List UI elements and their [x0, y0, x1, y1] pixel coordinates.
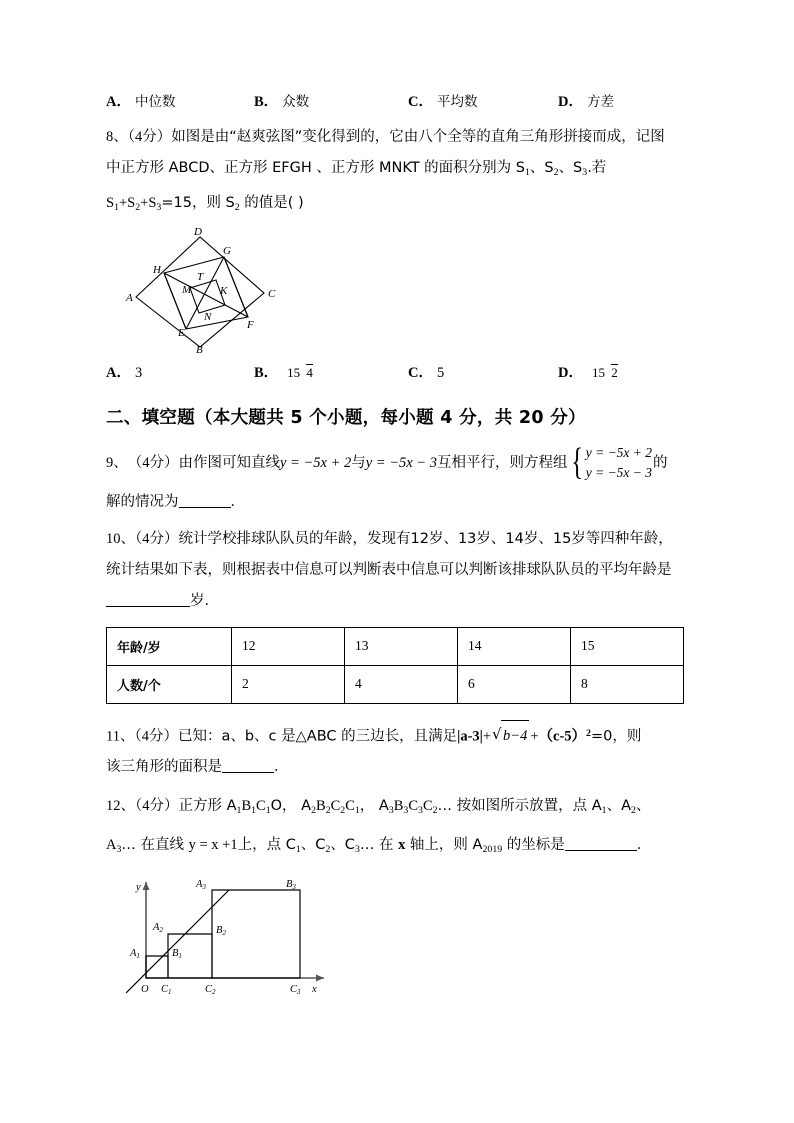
q9-line-2	[106, 487, 688, 518]
q12-sub-c2: 2	[340, 804, 346, 816]
q12-t3: O， A	[270, 797, 312, 814]
q9-equation-1: y = −5x + 2	[280, 454, 352, 471]
q11-abs-expression: |a‑3|	[457, 727, 483, 744]
q8-s2-sub: 2	[135, 201, 141, 213]
q8-choices-row	[106, 359, 688, 387]
q8-option-b[interactable]	[254, 359, 408, 387]
q12-number: 12、	[106, 797, 135, 814]
q12-t4: B	[316, 797, 326, 814]
q12-t9: C	[408, 797, 419, 814]
q12-score: （4分）	[135, 797, 179, 814]
label-C1: C1	[161, 984, 172, 997]
q11-period: ．	[274, 758, 289, 775]
label-C2: C2	[205, 984, 216, 997]
q12-sub-c2b: 2	[432, 804, 438, 816]
table-header-age: 年龄/岁	[107, 627, 232, 665]
q12-l2-b: … 在直线	[121, 836, 189, 853]
q12-t8: B	[393, 797, 404, 814]
label-G: G	[223, 244, 231, 257]
label-B2: B2	[216, 925, 226, 938]
segment-he	[164, 273, 186, 329]
q8-option-d[interactable]	[558, 359, 620, 387]
page-content	[106, 88, 688, 998]
q11-equals-zero: =0，则	[590, 727, 642, 744]
label-N: N	[204, 310, 212, 323]
label-H: H	[153, 263, 161, 276]
q11-radical	[492, 720, 529, 752]
q10-line-3	[106, 586, 688, 617]
q7-option-b-text: 众数	[282, 94, 310, 110]
q12-t10: C	[422, 797, 433, 814]
label-F: F	[247, 318, 254, 331]
label-B3: B3	[286, 879, 296, 892]
q11-plus-2: +	[530, 727, 539, 744]
q7-option-a[interactable]	[106, 88, 254, 116]
q12-l2-h: 的坐标是	[502, 836, 565, 853]
q9-system-eq2: y = −5x − 3	[585, 464, 653, 480]
label-T: T	[197, 270, 204, 283]
q9-answer-blank[interactable]	[179, 507, 231, 508]
q12-t5: C	[330, 797, 341, 814]
q7-option-c-letter: C．	[408, 94, 433, 110]
q12-l2-d: 、C	[300, 836, 326, 853]
q12-sub-pa2: 2	[631, 804, 636, 816]
square-1	[146, 956, 168, 978]
label-B: B	[196, 343, 203, 353]
q10-answer-blank[interactable]	[106, 606, 190, 607]
q10-number: 10、	[106, 530, 135, 547]
table-cell-count-2: 4	[345, 665, 458, 703]
q8-option-b-denominator: 4	[306, 364, 313, 380]
q12-sub-c1: 1	[265, 804, 271, 816]
q8-option-d-denominator: 2	[611, 364, 618, 380]
table-cell-age-2: 13	[345, 627, 458, 665]
q8-option-c-letter: C．	[408, 364, 433, 381]
table-header-count: 人数/个	[107, 665, 232, 703]
label-y-axis: y	[136, 882, 141, 894]
label-A3: A3	[196, 879, 206, 892]
q8-option-d-fraction	[589, 366, 618, 380]
q10-text-line2: 统计结果如下表，则根据表中信息可以判断表中信息可以判断该排球队队员的平均年龄是	[106, 561, 672, 578]
table-cell-count-3: 6	[458, 665, 571, 703]
zhaoshuang-figure	[120, 225, 688, 353]
q7-option-a-letter: A．	[106, 94, 131, 110]
q10-line-1	[106, 524, 688, 555]
q7-option-d[interactable]	[558, 88, 614, 116]
q12-t13: 、	[635, 797, 651, 814]
q12-l2-sub-c3: 3	[354, 843, 360, 855]
q9-equation-system	[568, 443, 652, 483]
label-x-axis: x	[312, 984, 317, 996]
question-8	[106, 122, 688, 223]
q8-s3-sub: 3	[156, 201, 162, 213]
q8-option-d-letter: D．	[558, 364, 583, 381]
q12-sub-a1: 1	[236, 804, 242, 816]
table-row	[107, 627, 684, 665]
q8-number: 8、	[106, 129, 128, 145]
q12-sub-c3: 3	[418, 804, 423, 816]
q8-option-b-numerator: 15	[287, 364, 301, 380]
q12-sub-a3: 3	[388, 804, 394, 816]
q8-s1-sub: 1	[114, 201, 119, 213]
q8-option-c[interactable]	[408, 359, 558, 387]
q8-text-line2d: .若	[587, 160, 607, 176]
q12-l2-c: 上，点 C	[237, 836, 296, 853]
q12-sub-c1b: 1	[354, 804, 360, 816]
q7-option-c-text: 平均数	[436, 94, 478, 110]
label-A1: A1	[130, 948, 140, 961]
age-statistics-table	[106, 627, 684, 704]
label-C: C	[268, 287, 276, 300]
coordinate-squares-svg	[116, 868, 346, 998]
q8-line-1	[106, 122, 688, 153]
q12-t11: … 按如图所示放置，点 A	[437, 797, 602, 814]
q7-choices-row	[106, 88, 688, 116]
q8-s1: S	[106, 194, 115, 211]
q7-option-a-text: 中位数	[134, 94, 176, 110]
q12-period: ．	[636, 836, 652, 853]
q12-l2-sub-c2: 2	[325, 843, 331, 855]
q9-score: （4分）	[127, 454, 179, 471]
q10-text-line1: 统计学校排球队队员的年龄，发现有12岁、13岁、14岁、15岁等四种年龄，	[178, 530, 673, 547]
q8-option-b-letter: B．	[254, 364, 279, 381]
q9-line2-text: 解的情况为	[106, 493, 179, 510]
q12-t2: C	[256, 797, 266, 814]
table-cell-count-1: 2	[232, 665, 345, 703]
q9-text-b: 与	[351, 454, 366, 471]
x-axis-arrow	[316, 975, 324, 982]
q12-l2-sub-a3: 3	[116, 843, 122, 855]
zhaoshuang-svg	[120, 225, 320, 353]
q7-option-d-letter: D．	[558, 94, 583, 110]
q12-sub-pa1: 1	[601, 804, 607, 816]
table-cell-age-3: 14	[458, 627, 571, 665]
q8-option-a-value: 3	[134, 364, 143, 381]
question-11	[106, 718, 688, 783]
q8-sub-s3: 3	[582, 166, 588, 178]
q11-number: 11、	[106, 727, 135, 744]
q8-score: （4分）	[127, 129, 172, 145]
q12-l2-f: … 在	[359, 836, 399, 853]
q8-s3: +S	[140, 194, 157, 211]
q12-sub-a2: 2	[311, 804, 317, 816]
q11-answer-blank[interactable]	[222, 772, 274, 773]
question-12	[106, 791, 688, 865]
q12-t7: ， A	[359, 797, 389, 814]
q12-l2-a: A	[106, 836, 117, 853]
q8-line-2	[106, 153, 688, 188]
q12-text-a: 正方形 A	[178, 797, 237, 814]
q12-sub-b3: 3	[403, 804, 409, 816]
q9-text-d: 的	[653, 454, 668, 471]
q7-option-c[interactable]	[408, 88, 558, 116]
segment-gf	[224, 257, 248, 317]
q12-t6: C	[345, 797, 355, 814]
q9-number: 9、	[106, 454, 128, 471]
q9-text-c: 互相平行，则方程组	[436, 454, 568, 471]
q12-line-1	[106, 791, 688, 826]
q12-l2-sub-2019: 2019	[482, 843, 503, 855]
label-A2: A2	[153, 922, 163, 935]
q12-sub-b2: 2	[325, 804, 331, 816]
q8-eq-text: =15，则 S	[161, 194, 235, 211]
q7-option-b[interactable]	[254, 88, 408, 116]
q12-l2-sub-c1: 1	[295, 843, 301, 855]
q11-radicand: b−4	[501, 720, 529, 752]
coordinate-squares-figure	[116, 868, 688, 998]
label-D: D	[194, 225, 202, 238]
q9-line-1	[106, 443, 688, 483]
q8-text-line2c: 、S	[558, 160, 583, 176]
q8-option-d-numerator: 15	[591, 364, 605, 380]
q11-line2-text: 该三角形的面积是	[106, 758, 222, 775]
q9-brace: {	[571, 441, 584, 484]
q8-option-c-value: 5	[436, 364, 445, 381]
q8-sub-s2: 2	[553, 166, 559, 178]
question-9	[106, 443, 688, 518]
label-B1: B1	[172, 948, 182, 961]
q8-option-a[interactable]	[106, 359, 254, 387]
q8-option-b-fraction	[284, 366, 313, 380]
q12-t12: 、A	[606, 797, 632, 814]
q12-sub-b1: 1	[251, 804, 257, 816]
table-cell-age-1: 12	[232, 627, 345, 665]
q8-s4-sub: 2	[234, 201, 240, 213]
q9-system-equations	[586, 443, 652, 483]
label-origin: O	[141, 984, 149, 996]
q7-option-d-text: 方差	[586, 94, 614, 110]
label-M: M	[182, 283, 192, 296]
q11-score: （4分）	[134, 727, 178, 744]
q11-line-2	[106, 752, 688, 783]
q10-score: （4分）	[135, 530, 179, 547]
q8-text-line2b: 、S	[529, 160, 554, 176]
table-row	[107, 665, 684, 703]
q8-sub-s1: 1	[525, 166, 530, 178]
q11-line-1	[106, 718, 688, 752]
q7-option-b-letter: B．	[254, 94, 279, 110]
q12-l2-g: 轴上，则 A	[405, 836, 483, 853]
q9-text-a: 由作图可知直线	[178, 454, 280, 471]
q8-option-a-letter: A．	[106, 364, 131, 381]
q11-square-expression: （c‑5）	[538, 727, 587, 744]
question-10	[106, 524, 688, 617]
q12-answer-blank[interactable]	[565, 850, 637, 851]
q8-s2: +S	[119, 194, 136, 211]
q10-unit: 岁．	[190, 592, 219, 609]
q8-text-line1: 如图是由“赵爽弦图”变化得到的，它由八个全等的直角三角形拼接而成，记图	[171, 129, 665, 145]
label-K: K	[220, 284, 228, 297]
q11-plus-1: +	[482, 727, 492, 744]
q11-square-exponent: 2	[586, 727, 591, 739]
label-C3: C3	[290, 984, 301, 997]
q12-t1: B	[241, 797, 252, 814]
q8-tail: 的值是( )	[239, 194, 304, 211]
table-cell-age-4: 15	[571, 627, 684, 665]
q12-l2-e: 、C	[330, 836, 355, 853]
q12-x-axis-label: x	[398, 836, 406, 853]
q8-line-3	[106, 188, 688, 223]
q9-equation-2: y = −5x − 3	[365, 454, 437, 471]
q12-line-equation: y = x +1	[188, 836, 238, 853]
q9-period: ．	[230, 493, 245, 510]
label-A: A	[126, 291, 133, 304]
q9-system-eq1: y = −5x + 2	[585, 444, 653, 460]
q12-line-2	[106, 830, 688, 865]
y-axis-arrow	[143, 882, 150, 890]
q8-text-line2a: 中正方形 ABCD、正方形 EFGH 、正方形 MNKT 的面积分别为 S	[106, 160, 525, 176]
label-E: E	[178, 326, 185, 339]
section-2-heading: 二、填空题（本大题共 5 个小题，每小题 4 分，共 20 分）	[106, 407, 586, 428]
q10-line-2	[106, 555, 688, 586]
table-cell-count-4: 8	[571, 665, 684, 703]
q11-text-a: 已知：a、b、c 是△ABC 的三边长，且满足	[177, 727, 458, 744]
